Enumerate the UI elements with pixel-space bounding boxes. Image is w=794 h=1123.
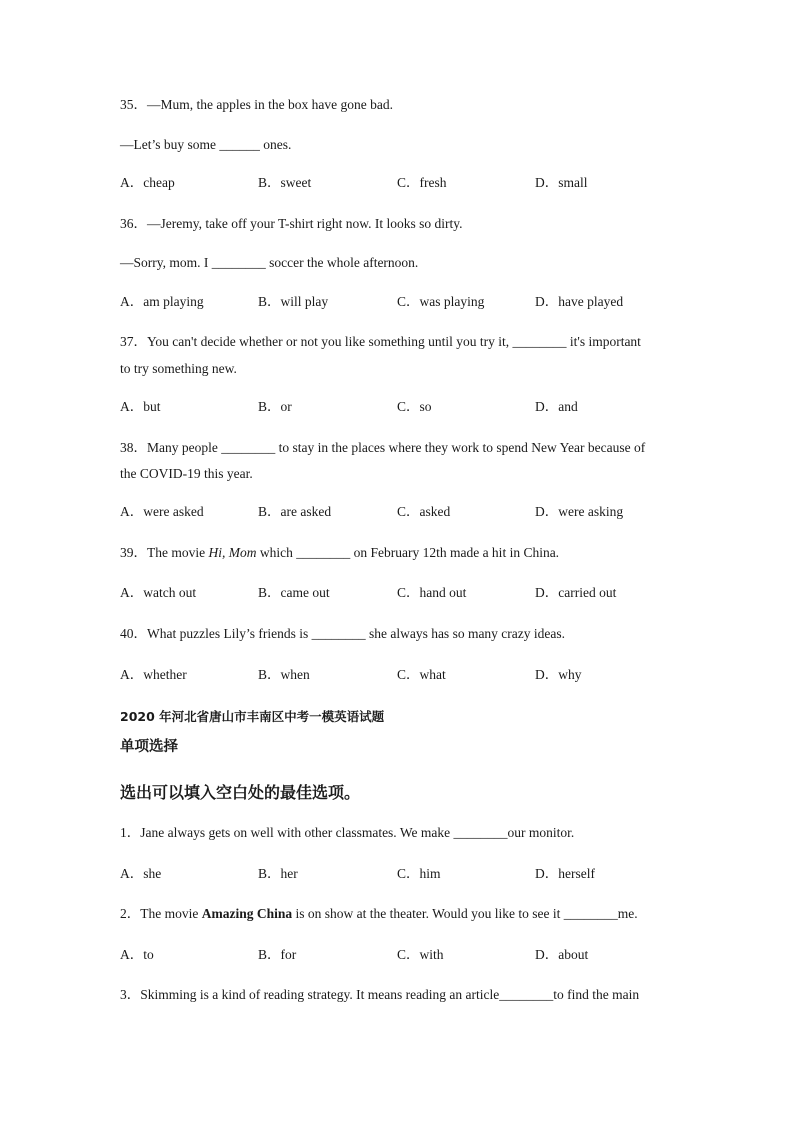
option-b: B．came out — [258, 585, 330, 600]
option-b: B．will play — [258, 294, 329, 309]
movie-title: Hi, Mom — [208, 545, 257, 560]
part-title: 单项选择 — [120, 739, 178, 755]
question-37-stem-cont: to try something new. — [120, 361, 237, 376]
new-question-2-prefix: 2．The movie — [120, 906, 202, 921]
option-a: A．am playing — [120, 294, 204, 309]
option-a: A．to — [120, 947, 154, 962]
question-39-prefix: 39．The movie — [120, 545, 209, 560]
question-39-suffix: which ________ on February 12th made a hit in China. — [256, 545, 560, 560]
new-question-2-options — [120, 946, 680, 964]
option-b: B．are asked — [258, 504, 332, 519]
option-d: D．have played — [535, 294, 624, 309]
option-b: B．when — [258, 667, 310, 682]
option-d: D．were asking — [535, 504, 624, 519]
option-d: D．why — [535, 667, 582, 682]
question-35-reply: —Let’s buy some ______ ones. — [120, 137, 292, 152]
new-question-1-options — [120, 865, 680, 883]
option-d: D．carried out — [535, 585, 617, 600]
option-a: A．watch out — [120, 585, 197, 600]
option-a: A．were asked — [120, 504, 204, 519]
new-question-2-stem — [120, 905, 638, 923]
option-a: A．she — [120, 866, 162, 881]
question-37-stem: 37．You can't decide whether or not you like something until you try it, ________ it's important — [120, 334, 641, 349]
option-c: C．fresh — [397, 175, 447, 190]
question-38-stem-cont: the COVID-19 this year. — [120, 466, 253, 481]
question-36-stem: 36．—Jeremy, take off your T-shirt right now. It looks so dirty. — [120, 216, 463, 231]
option-a: A．whether — [120, 667, 187, 682]
question-39-options — [120, 584, 680, 602]
option-c: C．was playing — [397, 294, 485, 309]
option-b: B．or — [258, 399, 292, 414]
option-c: C．with — [397, 947, 444, 962]
option-d: D．small — [535, 175, 588, 190]
option-d: D．herself — [535, 866, 595, 881]
new-question-3-stem: 3．Skimming is a kind of reading strategy. It means reading an article________to find the main — [120, 987, 640, 1002]
exam-title: 2020 年河北省唐山市丰南区中考一模英语试题 — [120, 709, 385, 724]
question-39-stem — [120, 544, 559, 562]
option-c: C．him — [397, 866, 441, 881]
option-b: B．her — [258, 866, 298, 881]
question-36-options — [120, 293, 680, 311]
option-a: A．but — [120, 399, 161, 414]
instruction: 选出可以填入空白处的最佳选项。 — [120, 783, 361, 802]
question-35-stem: 35．—Mum, the apples in the box have gone bad. — [120, 97, 393, 112]
option-a: A．cheap — [120, 175, 175, 190]
option-c: C．asked — [397, 504, 451, 519]
option-d: D．and — [535, 399, 578, 414]
question-36-reply: —Sorry, mom. I ________ soccer the whole afternoon. — [120, 255, 419, 270]
option-b: B．sweet — [258, 175, 312, 190]
option-b: B．for — [258, 947, 297, 962]
question-40-stem: 40．What puzzles Lily’s friends is ________ she always has so many crazy ideas. — [120, 626, 566, 641]
option-c: C．hand out — [397, 585, 467, 600]
question-38-stem: 38．Many people ________ to stay in the places where they work to spend New Year because of — [120, 440, 646, 455]
new-question-2-suffix: is on show at the theater. Would you like to see it ________me. — [292, 906, 638, 921]
new-question-1-stem: 1．Jane always gets on well with other classmates. We make ________our monitor. — [120, 825, 575, 840]
option-c: C．so — [397, 399, 432, 414]
question-35-options — [120, 174, 680, 192]
option-c: C．what — [397, 667, 446, 682]
movie-title-bold: Amazing China — [201, 906, 293, 921]
question-38-options — [120, 503, 680, 521]
question-40-options — [120, 666, 680, 684]
question-37-options — [120, 398, 680, 416]
option-d: D．about — [535, 947, 589, 962]
